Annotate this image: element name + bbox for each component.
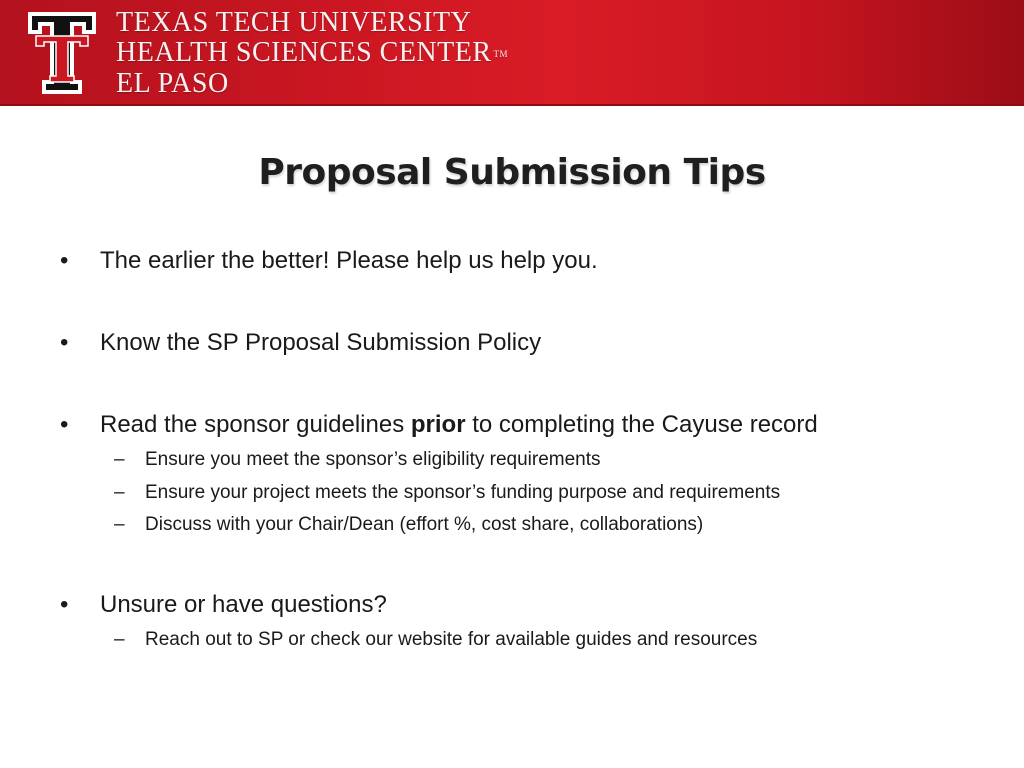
bullet-text-after: to completing the Cayuse record [465,411,818,438]
sub-bullet-text: Discuss with your Chair/Dean (effort %, cost share, collaborations) [145,514,704,535]
sub-bullet-marker: – [114,449,125,470]
sub-bullet-marker: – [114,629,125,650]
institution-line-2: HEALTH SCIENCES CENTER TM [116,37,509,68]
bullet-marker: • [60,329,69,356]
bullet-marker: • [60,591,69,618]
bullet-marker: • [60,247,69,274]
bullet-text: Unsure or have questions? [100,591,387,618]
bullet-item-2 [60,328,541,358]
bullet-marker: • [60,411,69,438]
institution-line-1: TEXAS TECH UNIVERSITY [116,7,472,38]
bullet-item-1 [60,246,598,276]
slide-title: Proposal Submission Tips [258,152,766,193]
institution-line-3: EL PASO [116,68,229,99]
bullet-text-bold: prior [410,411,466,438]
sub-bullet-marker: – [114,514,125,535]
sub-bullet-3-1 [114,448,601,472]
bullet-item-4 [60,590,387,620]
sub-bullet-text: Ensure you meet the sponsor’s eligibility requirements [145,449,601,470]
sub-bullet-marker: – [114,482,125,503]
trademark-mark: TM [493,49,509,59]
bullet-text: Know the SP Proposal Submission Policy [100,329,542,356]
bullet-text: The earlier the better! Please help us help you. [100,247,598,274]
sub-bullet-3-2 [114,481,780,505]
sub-bullet-text: Ensure your project meets the sponsor’s funding purpose and requirements [145,482,781,503]
sub-bullet-4-1 [114,628,757,652]
bullet-text-before: Read the sponsor guidelines [100,411,411,438]
bullet-item-3 [60,410,818,440]
sub-bullet-3-3 [114,513,703,537]
sub-bullet-text: Reach out to SP or check our website for available guides and resources [145,629,758,650]
